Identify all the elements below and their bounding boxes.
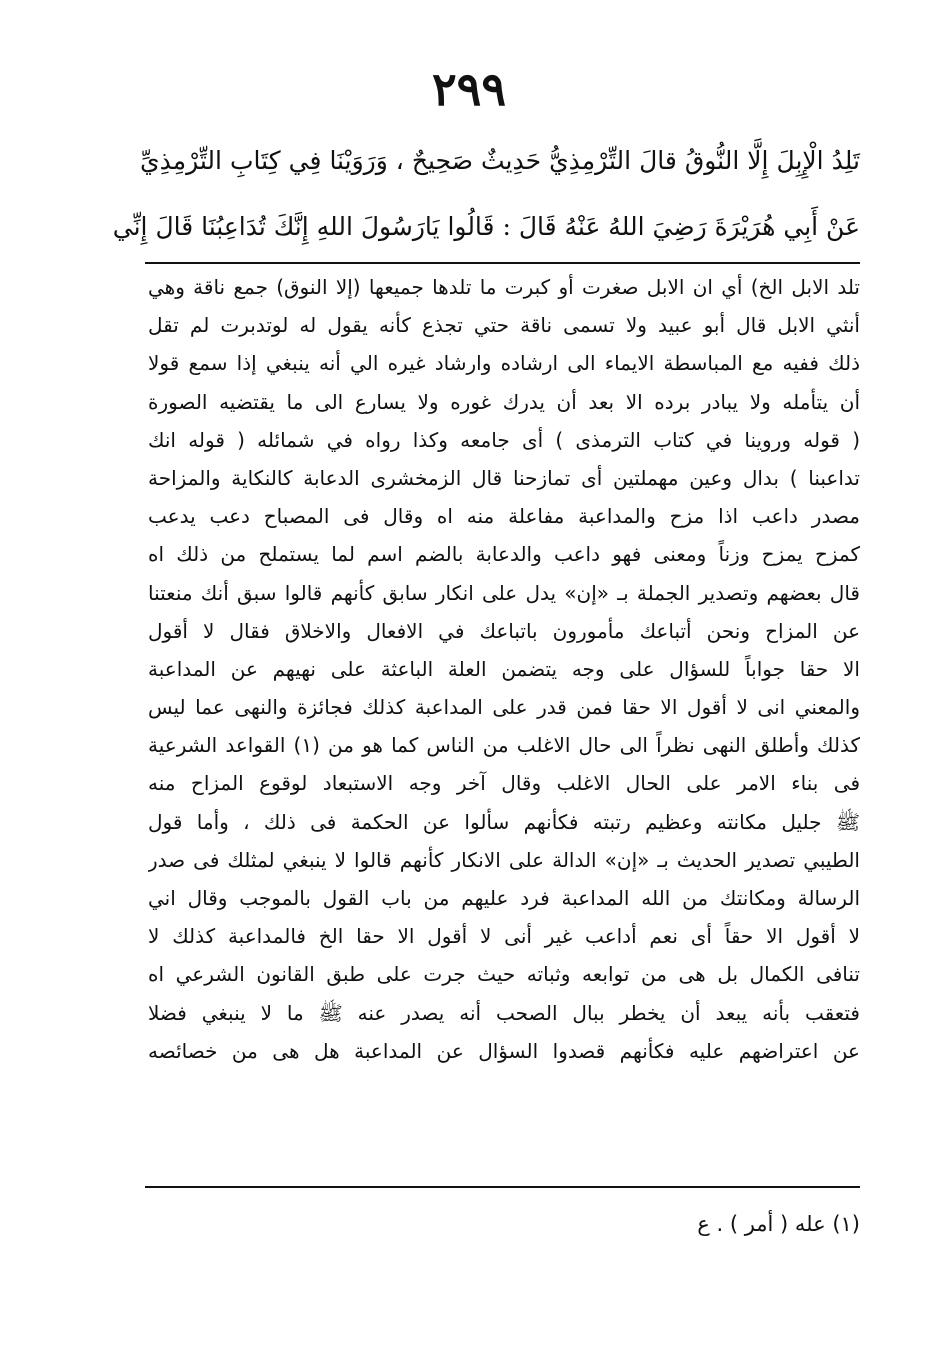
footnote-divider — [145, 1186, 860, 1188]
hadith-text — [112, 128, 860, 260]
commentary-line: لا أقول الا حقاً أى نعم أداعب غير أنى لا أقول الا حقا الخ فالمداعبة كذلك لا — [148, 924, 860, 949]
commentary-line: والمعني انى لا أقول الا حقا فمن قدر على المداعبة كذلك فجائزة والنهى عما ليس — [148, 695, 860, 720]
commentary-line: تداعبنا ) بدال وعين مهملتين أى تمازحنا قال الزمخشرى الدعابة كالنكاية والمزاحة — [148, 465, 860, 490]
commentary-line: عن اعتراضهم عليه فكأنهم قصدوا السؤال عن المداعبة هل هى من خصائصه — [148, 1038, 860, 1063]
commentary-line: الطيبي تصدير الحديث بـ «إن» الدالة على الانكار كأنهم قالوا لا ينبغي لمثلك فى صدر — [148, 847, 860, 872]
page-number: ٢٩٩ — [431, 62, 507, 116]
hadith-line: تَلِدُ الْإِبِلَ إِلَّا النُّوقُ قالَ التِّرْمِذِيُّ حَدِيثٌ صَحِيحٌ ، وَرَوَيْنَا فِي كِتَابِ التِّرْمِذِيِّ — [140, 146, 860, 175]
commentary-line: الا حقا جواباً للسؤال على وجه يتضمن العلة الباعثة على نهيهم عن المداعبة — [148, 656, 860, 681]
commentary-line: الرسالة ومكانتك من الله المداعبة فرد عليهم من باب القول بالموجب وقال اني — [148, 886, 860, 910]
commentary-line: فى بناء الامر على الحال الاغلب وقال آخر وجه الاستبعاد لوقوع المزاح منه — [148, 771, 860, 796]
commentary-line: ( قوله وروينا في كتاب الترمذى ) أى جامعه وكذا رواه في شمائله ( قوله انك — [148, 427, 860, 452]
commentary-line: تلد الابل الخ) أي ان الابل صغرت أو كبرت ما تلدها جميعها (إلا النوق) جمع ناقة وهي — [148, 275, 860, 299]
commentary-line: كمزح يمزح وزناً ومعنى فهو داعب والدعابة بالضم اسم لما يستملح من ذلك اه — [148, 542, 860, 567]
commentary-line: أنثي الابل قال أبو عبيد ولا تسمى ناقة حتي تجذع كأنه يقول له لوتدبرت لم تقل — [148, 313, 860, 338]
commentary-line: ذلك ففيه مع المباسطة الايماء الى ارشاده وارشاد غيره الي أنه ينبغي إذا سمع قولا — [148, 351, 860, 376]
commentary-line: ﷺ جليل مكانته وعظيم رتبته فكأنهم سألوا عن الحكمة فى ذلك ، وأما قول — [148, 809, 860, 834]
commentary-line: قال بعضهم وتصدير الجملة بـ «إن» يدل على انكار سابق كأنهم قالوا سبق أنك منعتنا — [148, 580, 860, 605]
commentary-line: عن المزاح ونحن أتباعك مأمورون باتباعك في الافعال والاخلاق فقال لا أقول — [148, 618, 860, 643]
commentary-line: كذلك وأطلق النهى نظراً الى حال الاغلب من الناس كما هو من (١) القواعد الشرعية — [148, 733, 860, 758]
commentary-text — [148, 268, 860, 1070]
hadith-line: عَنْ أَبِي هُرَيْرَةَ رَضِيَ اللهُ عَنْهُ قَالَ : قَالُوا يَارَسُولَ اللهِ إِنَّكَ تُدَاعِبُنَا قَالَ إِنِّي — [112, 212, 860, 241]
footnote: (١) عله ( أمر ) . ع — [697, 1212, 860, 1236]
commentary-line: تنافى الكمال بل هى من توابعه وثباته حيث جرت على طبق القانون الشرعي اه — [148, 962, 860, 987]
top-divider — [145, 262, 860, 264]
commentary-line: مصدر داعب اذا مزح والمداعبة مفاعلة منه اه وقال فى المصباح دعب يدعب — [148, 504, 860, 529]
commentary-line: أن يتأمله ولا يبادر برده الا بعد أن يدرك غوره ولا يسارع الى ما يقتضيه الصورة — [148, 389, 860, 414]
commentary-line: فتعقب بأنه يبعد أن يخطر ببال الصحب أنه يصدر عنه ﷺ ما لا ينبغي فضلا — [148, 1000, 860, 1025]
